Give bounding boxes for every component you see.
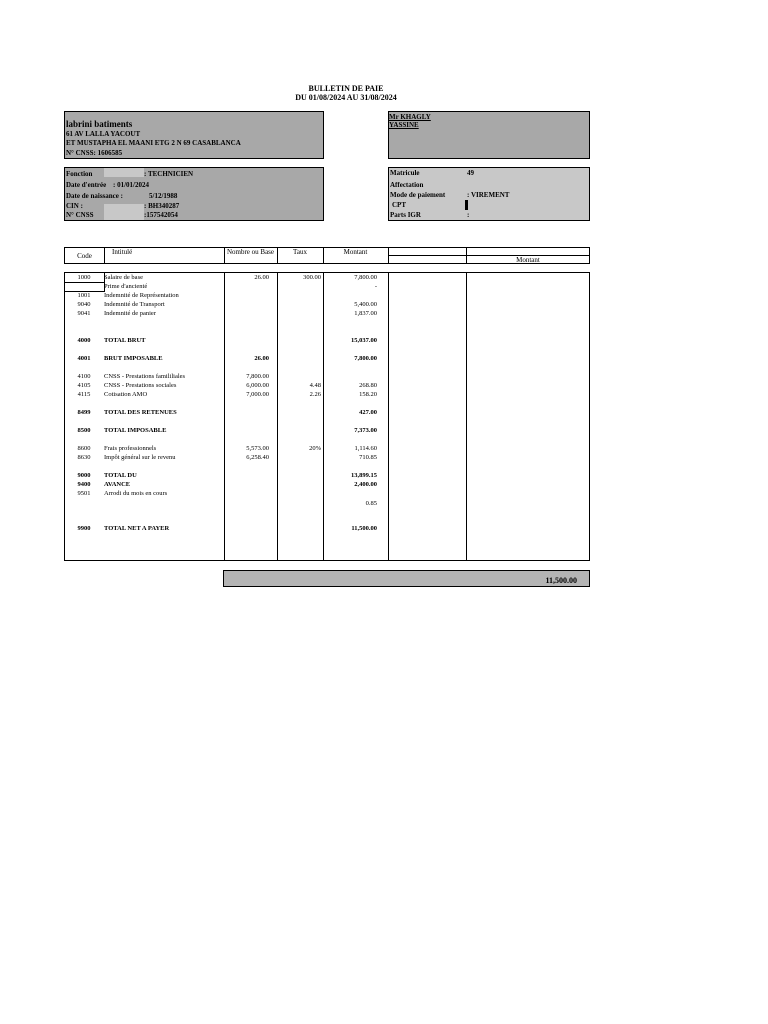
row-base: 26.00 — [254, 355, 269, 362]
row-label: CNSS - Prestations famililiales — [104, 373, 186, 380]
mode-paiement-label: Mode de paiement — [390, 191, 446, 199]
row-label: Indemnité de panier — [104, 310, 156, 317]
row-code: 9041 — [77, 310, 91, 317]
row-label: Arrodi du mois en cours — [104, 490, 168, 497]
employee-info-left — [64, 167, 324, 221]
date-naissance-label: Date de naissance : — [66, 192, 123, 200]
parts-igr-label: Parts IGR — [390, 211, 421, 219]
row-montant: 7,373.00 — [354, 427, 377, 434]
row-base: 5,573.00 — [246, 445, 269, 452]
row-label: TOTAL NET A PAYER — [104, 525, 170, 532]
row-montant: 15,037.00 — [351, 337, 377, 344]
row-code: 8499 — [77, 409, 91, 416]
row-montant: 710.85 — [359, 454, 377, 461]
payslip-period: DU 01/08/2024 AU 31/08/2024 — [295, 93, 397, 102]
employee-name-line2: YASSINE — [389, 121, 419, 129]
row-code: 8600 — [77, 445, 91, 452]
row-code: 4100 — [77, 373, 91, 380]
row-code: 1000 — [77, 274, 91, 281]
table-header — [64, 247, 590, 264]
row-code: 4105 — [77, 382, 91, 389]
payslip-title: BULLETIN DE PAIE — [308, 84, 384, 93]
row-code: 9000 — [77, 472, 91, 479]
employee-name-box — [388, 111, 590, 159]
row-montant: 0.85 — [365, 500, 377, 507]
row-base: 7,000.00 — [246, 391, 269, 398]
row-label: Prime d'ancienté — [104, 283, 148, 290]
row-taux: 300.00 — [303, 274, 321, 281]
row-code: 8500 — [77, 427, 91, 434]
row-label: TOTAL DU — [104, 472, 137, 479]
employee-name-line1: Mr KHAGLY — [389, 113, 431, 121]
row-code: 9400 — [77, 481, 91, 488]
cnss-label: N° CNSS — [66, 211, 94, 219]
row-code: 8630 — [77, 454, 91, 461]
cin-value: : BH340287 — [144, 202, 180, 210]
header-code: Code — [77, 252, 92, 260]
date-entree-value: : 01/01/2024 — [113, 181, 149, 189]
row-code: 9040 — [77, 301, 91, 308]
row-montant: 1,837.00 — [354, 310, 377, 317]
row-label: Impôt général sur le revenu — [104, 454, 176, 461]
row-montant: - — [374, 283, 377, 290]
row-montant: 268.80 — [359, 382, 377, 389]
row-base: 6,258.40 — [246, 454, 269, 461]
row-base: 6,000.00 — [246, 382, 269, 389]
row-label: Indemnité de Représentation — [104, 292, 179, 299]
row-montant: 13,899.15 — [351, 472, 377, 479]
row-code: 4115 — [77, 391, 91, 398]
row-label: CNSS - Prestations sociales — [104, 382, 177, 389]
row-label: TOTAL DES RETENUES — [104, 409, 177, 416]
header-montant: Montant — [343, 248, 368, 256]
parts-igr-value: : — [467, 211, 470, 219]
date-entree-label: Date d'entrée — [66, 181, 107, 189]
matricule-value: 49 — [467, 169, 474, 177]
row-base: 7,800.00 — [246, 373, 269, 380]
row-montant: 7,800.00 — [354, 274, 377, 281]
row-montant: 158.20 — [359, 391, 377, 398]
row-label: Salaire de base — [104, 274, 143, 281]
row-code: 9501 — [77, 490, 91, 497]
header-taux: Taux — [293, 248, 307, 256]
header-intitule: Intitulé — [112, 248, 133, 256]
affectation-label: Affectation — [390, 181, 424, 189]
row-montant: 427.00 — [359, 409, 377, 416]
fonction-label: Fonction — [66, 170, 93, 178]
net-total-value: 11,500.00 — [545, 576, 577, 585]
row-label: AVANCE — [104, 481, 131, 488]
row-label: TOTAL BRUT — [104, 337, 146, 344]
cnss-value: :157542054 — [144, 211, 178, 219]
row-label: BRUT IMPOSABLE — [104, 355, 163, 362]
row-code: 4000 — [77, 337, 91, 344]
row-label: Cotisation AMO — [104, 391, 148, 398]
company-address-1: 61 AV LALLA YACOUT — [66, 130, 141, 138]
info-label-shade-2 — [104, 204, 144, 220]
net-total-bar — [223, 570, 590, 587]
row-montant: 11,500.00 — [351, 525, 377, 532]
header-nombre: Nombre ou Base — [226, 248, 275, 256]
payslip-table — [64, 272, 590, 561]
row-montant: 7,800.00 — [354, 355, 377, 362]
company-box — [64, 111, 324, 159]
cin-label: CIN : — [66, 202, 83, 210]
row-label: Indemnité de Transport — [104, 301, 165, 308]
date-naissance-value: 5/12/1988 — [149, 192, 178, 200]
company-name: labrini batiments — [66, 119, 133, 129]
fonction-value: : TECHNICIEN — [144, 170, 194, 178]
row-base: 26.00 — [254, 274, 269, 281]
company-cnss: N° CNSS: 1606585 — [66, 149, 123, 157]
row-taux: 20% — [309, 445, 321, 452]
header-montant-2: Montant — [516, 256, 540, 264]
row-label: TOTAL IMPOSABLE — [104, 427, 167, 434]
employee-info-right — [388, 167, 590, 221]
row-code: 4001 — [77, 355, 91, 362]
row-taux: 2.26 — [309, 391, 321, 398]
row-taux: 4.48 — [309, 382, 321, 389]
employee-box-top-rule — [466, 111, 590, 112]
matricule-label: Matricule — [390, 169, 420, 177]
company-address-2: ET MUSTAPHA EL MAANI ETG 2 N 69 CASABLANCA — [66, 139, 241, 147]
row-code: 1001 — [77, 292, 91, 299]
row-montant: 1,114.60 — [354, 445, 377, 452]
mode-paiement-value: : VIREMENT — [467, 191, 510, 199]
row-code: 9900 — [77, 525, 91, 532]
cpt-label: CPT — [392, 201, 406, 209]
row-montant: 5,400.00 — [354, 301, 377, 308]
row-label: Frais professionnels — [104, 445, 157, 452]
cpt-value-marker — [465, 200, 468, 210]
info-label-shade — [104, 168, 144, 177]
row-montant: 2,400.00 — [354, 481, 377, 488]
